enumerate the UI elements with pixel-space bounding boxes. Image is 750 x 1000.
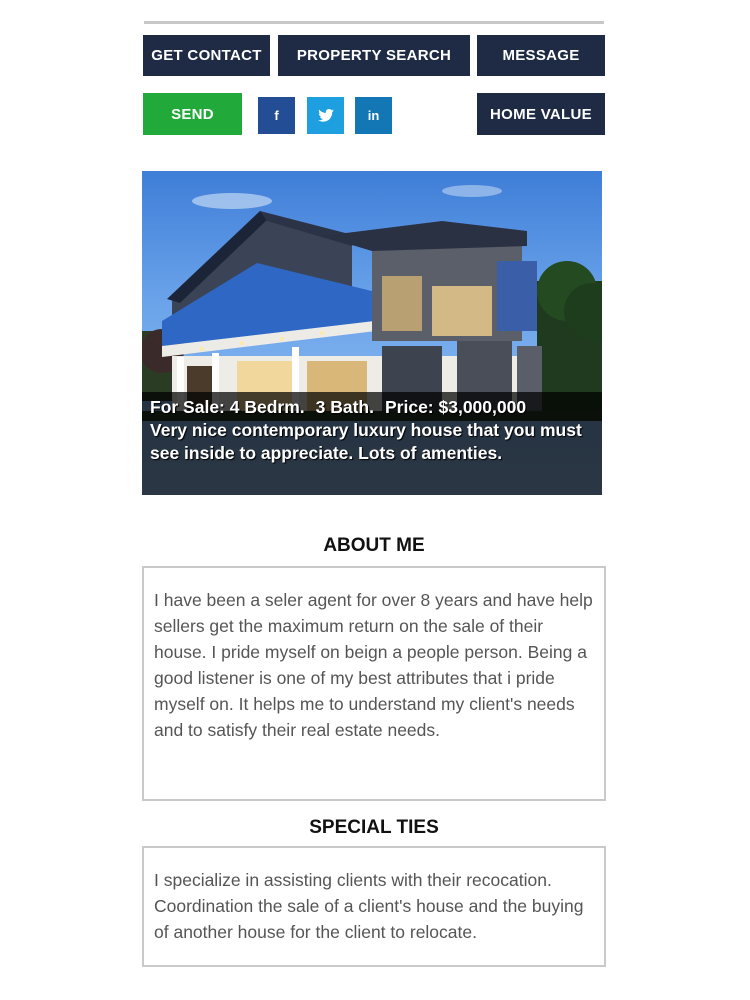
about-me-box: [142, 566, 606, 801]
about-me-text: I have been a seler agent for over 8 years and have help sellers get the maximum return on the sale of their house. I pride myself on beign a people person. Being a good listener is one of my best attributes that i pride myself on. It helps me to understand my client's needs and to satisfy their real estate needs.: [154, 590, 593, 740]
top-divider: [144, 21, 604, 24]
property-search-button[interactable]: PROPERTY SEARCH: [278, 35, 470, 76]
twitter-icon[interactable]: [307, 97, 344, 134]
specialties-text: I specialize in assisting clients with their recocation. Coordination the sale of a client's house and the buying of another house for the client to relocate.: [154, 870, 584, 942]
listing-caption: [142, 392, 602, 495]
specialties-box: [142, 846, 606, 967]
send-button[interactable]: SEND: [143, 93, 242, 135]
home-value-button[interactable]: HOME VALUE: [477, 93, 605, 135]
twitter-bird-icon: [318, 109, 334, 122]
facebook-icon[interactable]: f: [258, 97, 295, 134]
listing-bedrooms: For Sale: 4 Bedrm.: [150, 397, 305, 417]
listing-bathrooms: 3 Bath.: [315, 397, 374, 417]
listing-summary: [150, 396, 594, 419]
property-photo: [142, 171, 602, 495]
about-me-heading: ABOUT ME: [323, 535, 425, 556]
specialties-heading: SPECIAL TIES: [309, 817, 439, 838]
get-contact-button[interactable]: GET CONTACT: [143, 35, 270, 76]
listing-price: Price: $3,000,000: [385, 397, 527, 417]
listing-description: Very nice contemporary luxury house that you must see inside to appreciate. Lots of amenties.: [150, 420, 582, 463]
message-button[interactable]: MESSAGE: [477, 35, 605, 76]
linkedin-icon[interactable]: in: [355, 97, 392, 134]
